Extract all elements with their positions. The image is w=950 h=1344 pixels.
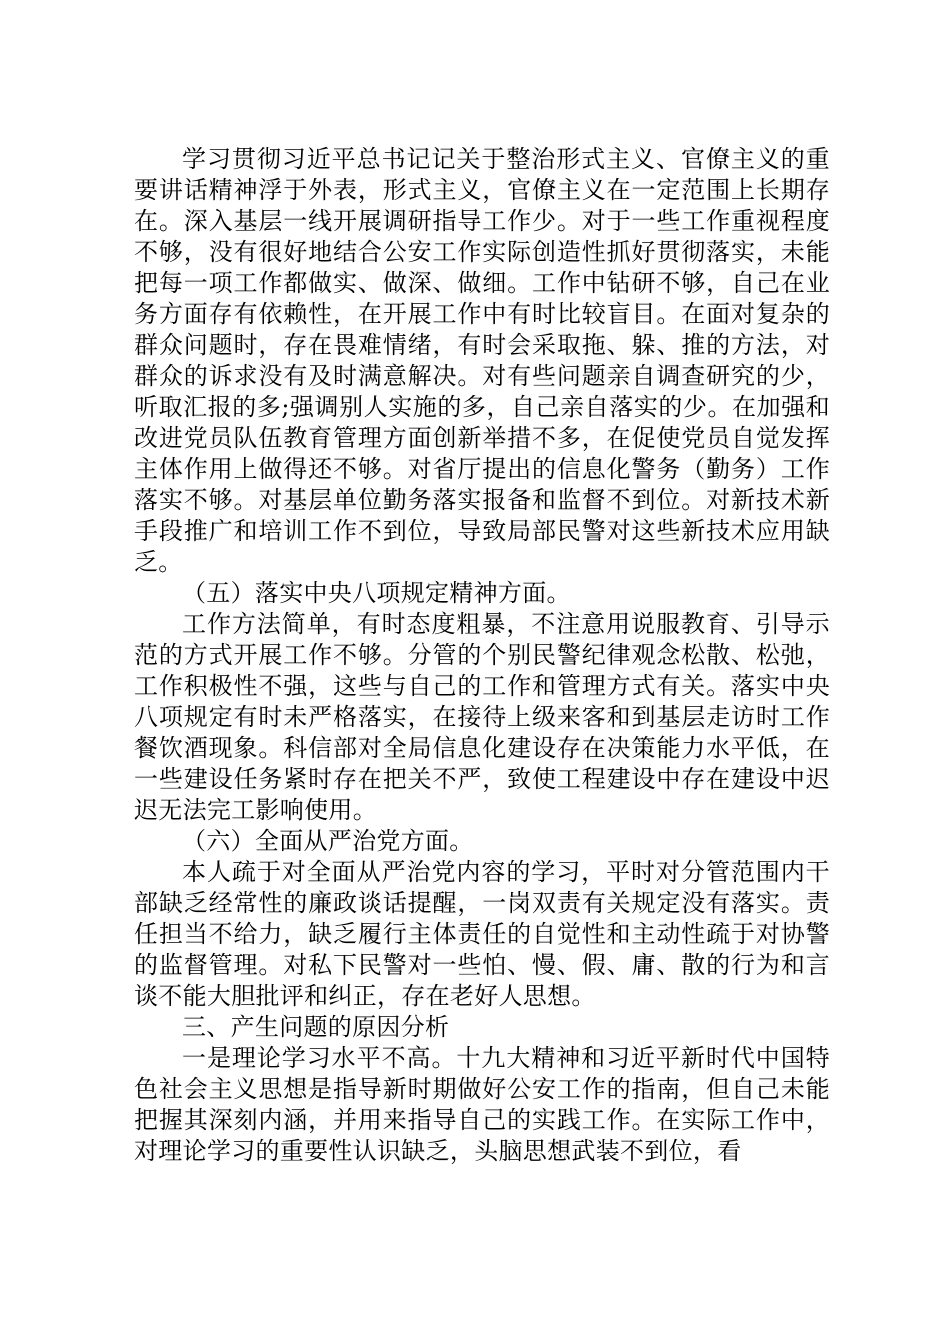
paragraph-party-discipline: 本人疏于对全面从严治党内容的学习，平时对分管范围内干部缺乏经常性的廉政谈话提醒，一岗双责有关规定没有落实。责任担当不给力，缺乏履行主体责任的自觉性和主动性疏于对协警的监督管理。对私下民警对一些怕、慢、假、庸、散的行为和言谈不能大胆批评和纠正，存在老好人思想。 (134, 858, 830, 1010)
section-heading-six: （六）全面从严治党方面。 (182, 827, 474, 855)
paragraph-theory-study: 一是理论学习水平不高。十九大精神和习近平新时代中国特色社会主义思想是指导新时期做好公安工作的指南，但自己未能把握其深刻内涵，并用来指导自己的实践工作。在实际工作中，对理论学习的重要性认识缺乏，头脑思想武装不到位，看 (134, 1044, 830, 1165)
document-body (134, 144, 830, 1167)
paragraph-formalism: 学习贯彻习近平总书记记关于整治形式主义、官僚主义的重要讲话精神浮于外表，形式主义，官僚主义在一定范围上长期存在。深入基层一线开展调研指导工作少。对于一些工作重视程度不够，没有很好地结合公安工作实际创造性抓好贯彻落实，未能把每一项工作都做实、做深、做细。工作中钻研不够，自己在业务方面存有依赖性，在开展工作中有时比较盲目。在面对复杂的群众问题时，存在畏难情绪，有时会采取拖、躲、推的方法，对群众的诉求没有及时满意解决。对有些问题亲自调查研究的少，听取汇报的多;强调别人实施的多，自己亲自落实的少。在加强和改进党员队伍教育管理方面创新举措不多，在促使党员自觉发挥主体作用上做得还不够。对省厅提出的信息化警务（勤务）工作落实不够。对基层单位勤务落实报备和监督不到位。对新技术新手段推广和培训工作不到位，导致局部民警对这些新技术应用缺乏。 (134, 145, 830, 576)
section-heading-causes: 三、产生问题的原因分析 (182, 1013, 450, 1041)
section-heading-five: （五）落实中央八项规定精神方面。 (182, 579, 571, 607)
paragraph-eight-rules: 工作方法简单，有时态度粗暴，不注意用说服教育、引导示范的方式开展工作不够。分管的个别民警纪律观念松散、松弛，工作积极性不强，这些与自己的工作和管理方式有关。落实中央八项规定有时未严格落实，在接待上级来客和到基层走访时工作餐饮酒现象。科信部对全局信息化建设存在决策能力水平低，在一些建设任务紧时存在把关不严，致使工程建设中存在建设中迟迟无法完工影响使用。 (134, 610, 830, 824)
